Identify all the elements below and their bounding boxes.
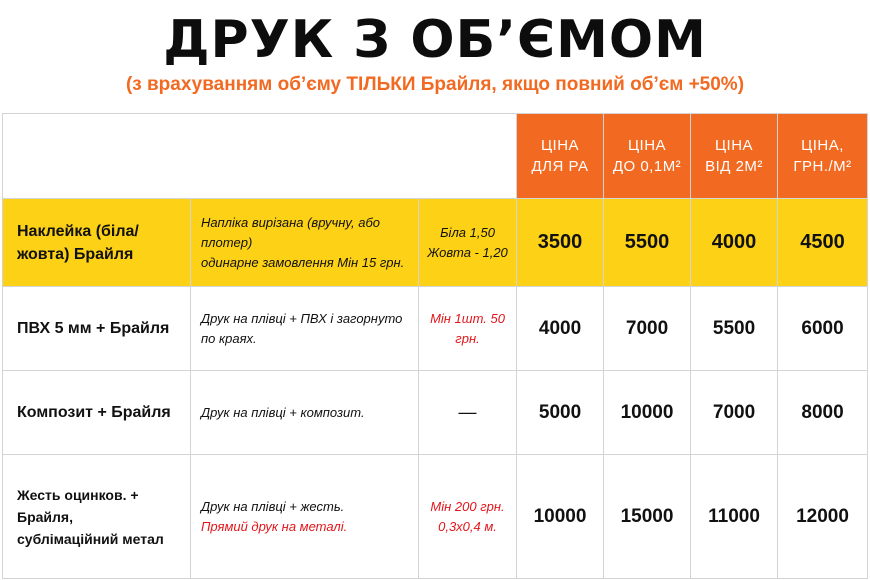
page-subtitle: (з врахуванням об’єму ТІЛЬКИ Брайля, якщо повний об’єм +50%) bbox=[125, 74, 745, 95]
column-header-price-small: ЦІНА ДО 0,1М² bbox=[604, 114, 691, 199]
product-description: Напліка вирізана (вручну, або плотер) одинарне замовлення Мін 15 грн. bbox=[191, 199, 419, 287]
table-row bbox=[3, 455, 868, 579]
price-cell: 7000 bbox=[604, 287, 691, 371]
column-header-price-large: ЦІНА ВІД 2М² bbox=[691, 114, 778, 199]
column-header-price-ra: ЦІНА ДЛЯ РА bbox=[517, 114, 604, 199]
product-note: Біла 1,50 Жовта - 1,20 bbox=[419, 199, 517, 287]
price-cell: 11000 bbox=[691, 455, 778, 579]
product-name: Композит + Брайля bbox=[3, 371, 191, 455]
product-note: Мін 200 грн. 0,3х0,4 м. bbox=[419, 455, 517, 579]
product-name: Жесть оцинков. + Брайля, сублімаційний метал bbox=[3, 455, 191, 579]
price-cell: 10000 bbox=[604, 371, 691, 455]
price-cell: 10000 bbox=[517, 455, 604, 579]
product-description: Друк на плівці + композит. bbox=[191, 371, 419, 455]
product-note: — bbox=[419, 371, 517, 455]
price-cell: 7000 bbox=[691, 371, 778, 455]
product-note: Мін 1шт. 50 грн. bbox=[419, 287, 517, 371]
price-cell: 6000 bbox=[778, 287, 868, 371]
table-row bbox=[3, 371, 868, 455]
price-cell: 12000 bbox=[778, 455, 868, 579]
table-row bbox=[3, 287, 868, 371]
price-cell: 5500 bbox=[691, 287, 778, 371]
page-title: ДРУК З ОБ’ЄМОМ bbox=[163, 10, 707, 70]
header-blank-cell bbox=[3, 114, 517, 199]
product-name: Наклейка (біла/ жовта) Брайля bbox=[3, 199, 191, 287]
product-description: Друк на плівці + ПВХ і загорнуто по краях. bbox=[191, 287, 419, 371]
price-cell: 3500 bbox=[517, 199, 604, 287]
price-cell: 5500 bbox=[604, 199, 691, 287]
price-cell: 4000 bbox=[517, 287, 604, 371]
price-cell: 4000 bbox=[691, 199, 778, 287]
table-row bbox=[3, 199, 868, 287]
table-header-row bbox=[3, 114, 868, 199]
product-description: Друк на плівці + жесть. Прямий друк на металі. bbox=[191, 455, 419, 579]
price-cell: 5000 bbox=[517, 371, 604, 455]
product-name: ПВХ 5 мм + Брайля bbox=[3, 287, 191, 371]
price-table bbox=[2, 113, 868, 579]
column-header-price-per-m2: ЦІНА, ГРН./М² bbox=[778, 114, 868, 199]
price-cell: 4500 bbox=[778, 199, 868, 287]
price-cell: 15000 bbox=[604, 455, 691, 579]
price-cell: 8000 bbox=[778, 371, 868, 455]
